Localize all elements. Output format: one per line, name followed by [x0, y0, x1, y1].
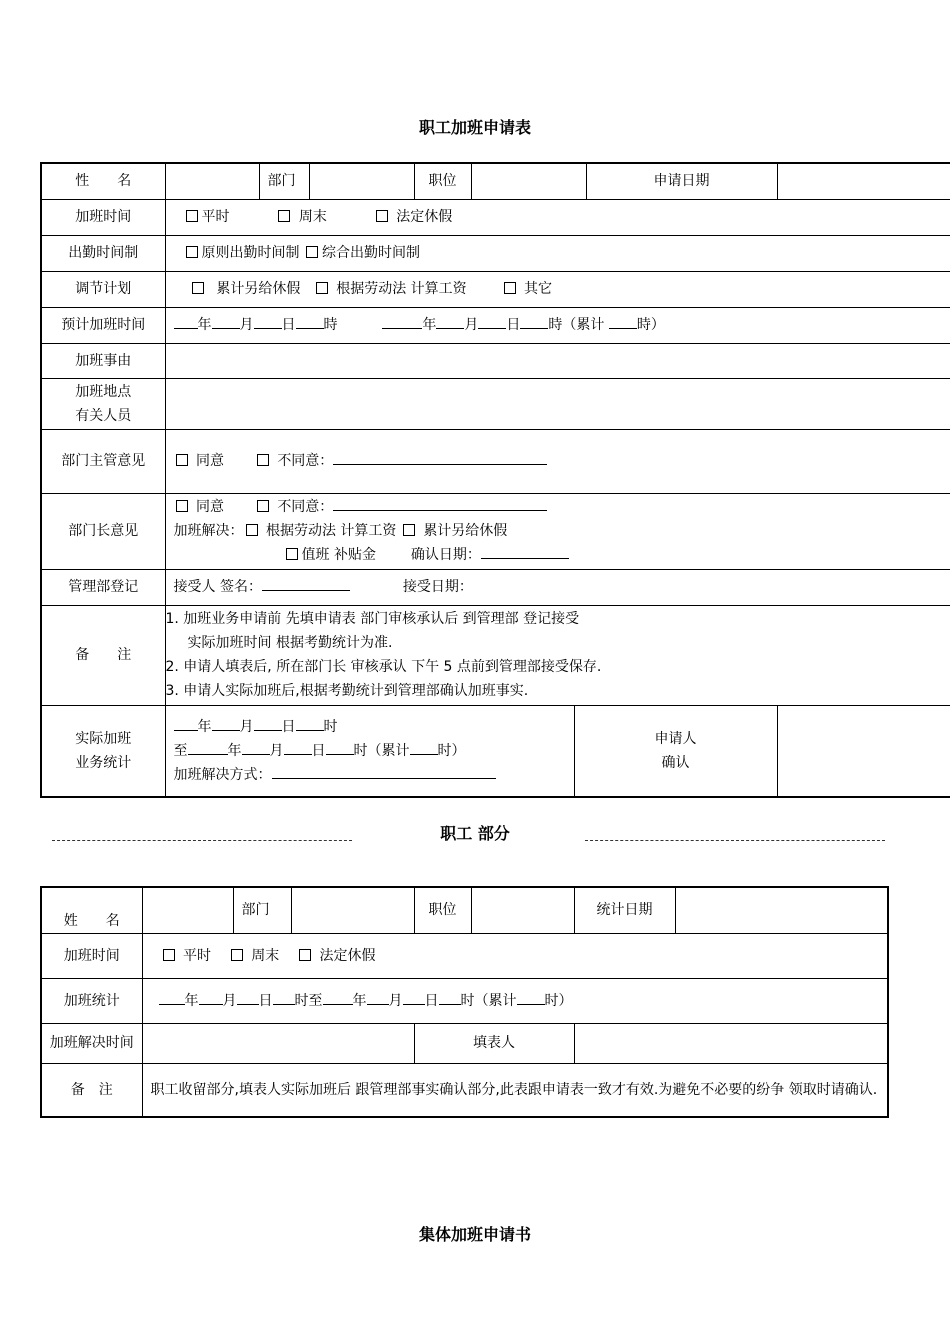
planned-label: 预计加班时间: [41, 307, 165, 343]
emp-dept-field[interactable]: [291, 887, 414, 933]
planned-time-field[interactable]: 年 月 日 時 年 月 日 時（累计 時）: [165, 307, 950, 343]
name-label: 性 名: [41, 163, 165, 199]
actual-stat-label: 实际加班 业务统计: [41, 705, 165, 797]
emp-position-field[interactable]: [471, 887, 574, 933]
form-title: 职工加班申请表: [418, 118, 531, 137]
head-reason-field[interactable]: [333, 496, 547, 511]
admin-label: 管理部登记: [41, 569, 165, 605]
ot-time-options: 平时 周末 法定休假: [165, 199, 950, 235]
ot-stat-label: 加班统计: [41, 978, 142, 1023]
apply-date-field[interactable]: [777, 163, 950, 199]
place-field[interactable]: [165, 378, 950, 429]
supervisor-reason-field[interactable]: [333, 450, 547, 465]
emp-dept-label: 部门: [233, 887, 291, 933]
checkbox-supervisor-agree[interactable]: [176, 454, 188, 466]
resolve-time-field[interactable]: [142, 1023, 414, 1063]
checkbox-resolve-pay[interactable]: [246, 524, 258, 536]
remarks-label: 备 注: [41, 605, 165, 705]
remarks-text: 1. 加班业务申请前 先填申请表 部门审核承认后 到管理部 登记接受 实际加班时间 根据考勤统计为准. 2. 申请人填表后, 所在部门长 审核承认 下午 5 点前到管理部接受保存. 3. 申请人实际加班后,根据考勤统计到管理部确认加班事实.: [165, 605, 950, 705]
checkbox-duty-allowance[interactable]: [286, 548, 298, 560]
apply-date-label: 申请日期: [586, 163, 777, 199]
applicant-confirm-field[interactable]: [777, 705, 950, 797]
adjust-options: 累计另给休假 根据劳动法 计算工资 其它: [165, 271, 950, 307]
checkbox-other[interactable]: [504, 282, 516, 294]
filler-label: 填表人: [414, 1023, 574, 1063]
overtime-application-table: [40, 162, 950, 798]
reason-label: 加班事由: [41, 343, 165, 378]
supervisor-opinion: 同意 不同意：: [165, 429, 950, 493]
checkbox-resolve-leave[interactable]: [403, 524, 415, 536]
position-label: 职位: [414, 163, 471, 199]
admin-registration: 接受人 签名： 接受日期：: [165, 569, 950, 605]
supervisor-label: 部门主管意见: [41, 429, 165, 493]
head-label: 部门长意见: [41, 493, 165, 569]
adjust-label: 调节计划: [41, 271, 165, 307]
employee-part-table: [40, 886, 889, 1118]
checkbox-flexible-hours[interactable]: [306, 246, 318, 258]
checkbox-labor-law-pay[interactable]: [316, 282, 328, 294]
ot-time-label: 加班时间: [41, 199, 165, 235]
head-opinion: 同意 不同意： 加班解决： 根据劳动法 计算工资 累计另给休假 值班 补贴金 确认日期：: [165, 493, 950, 569]
position-field[interactable]: [471, 163, 586, 199]
name-field[interactable]: [165, 163, 259, 199]
checkbox-accumulate-leave[interactable]: [192, 282, 204, 294]
emp-ot-time-options: 平时 周末 法定休假: [142, 933, 888, 978]
checkbox-weekend[interactable]: [278, 210, 290, 222]
emp-name-label: 姓 名: [41, 887, 142, 933]
dept-label: 部门: [259, 163, 309, 199]
reason-field[interactable]: [165, 343, 950, 378]
employee-part-title: 职工 部分: [440, 824, 510, 843]
checkbox-head-agree[interactable]: [176, 500, 188, 512]
stat-date-field[interactable]: [675, 887, 888, 933]
confirm-date-field[interactable]: [481, 544, 569, 559]
emp-remarks-label: 备 注: [41, 1063, 142, 1117]
resolution-method-field[interactable]: [272, 764, 496, 779]
emp-checkbox-holiday[interactable]: [299, 949, 311, 961]
actual-stat-field[interactable]: 年 月 日 时 至 年 月 日 时（累计 时） 加班解决方式：: [165, 705, 574, 797]
dept-field[interactable]: [309, 163, 414, 199]
checkbox-head-disagree[interactable]: [257, 500, 269, 512]
checkbox-holiday[interactable]: [376, 210, 388, 222]
checkbox-supervisor-disagree[interactable]: [257, 454, 269, 466]
place-label: 加班地点 有关人员: [41, 378, 165, 429]
emp-name-field[interactable]: [142, 887, 233, 933]
emp-checkbox-weekday[interactable]: [163, 949, 175, 961]
checkbox-standard-hours[interactable]: [186, 246, 198, 258]
cut-line-right: [585, 840, 885, 841]
stat-date-label: 统计日期: [574, 887, 675, 933]
receiver-signature-field[interactable]: [262, 576, 350, 591]
emp-position-label: 职位: [414, 887, 471, 933]
group-application-title: 集体加班申请书: [418, 1225, 531, 1244]
checkbox-weekday[interactable]: [186, 210, 198, 222]
attendance-label: 出勤时间制: [41, 235, 165, 271]
emp-checkbox-weekend[interactable]: [231, 949, 243, 961]
applicant-confirm-label: 申请人 确认: [574, 705, 777, 797]
resolve-time-label: 加班解决时间: [41, 1023, 142, 1063]
attendance-options: 原则出勤时间制 综合出勤时间制: [165, 235, 950, 271]
emp-remarks-text: 职工收留部分,填表人实际加班后 跟管理部事实确认部分,此表跟申请表一致才有效.为避免不必要的纷争 领取时请确认.: [142, 1063, 888, 1117]
ot-stat-field[interactable]: 年 月 日 时至 年 月 日 时（累计 时）: [142, 978, 888, 1023]
emp-ot-time-label: 加班时间: [41, 933, 142, 978]
filler-field[interactable]: [574, 1023, 888, 1063]
